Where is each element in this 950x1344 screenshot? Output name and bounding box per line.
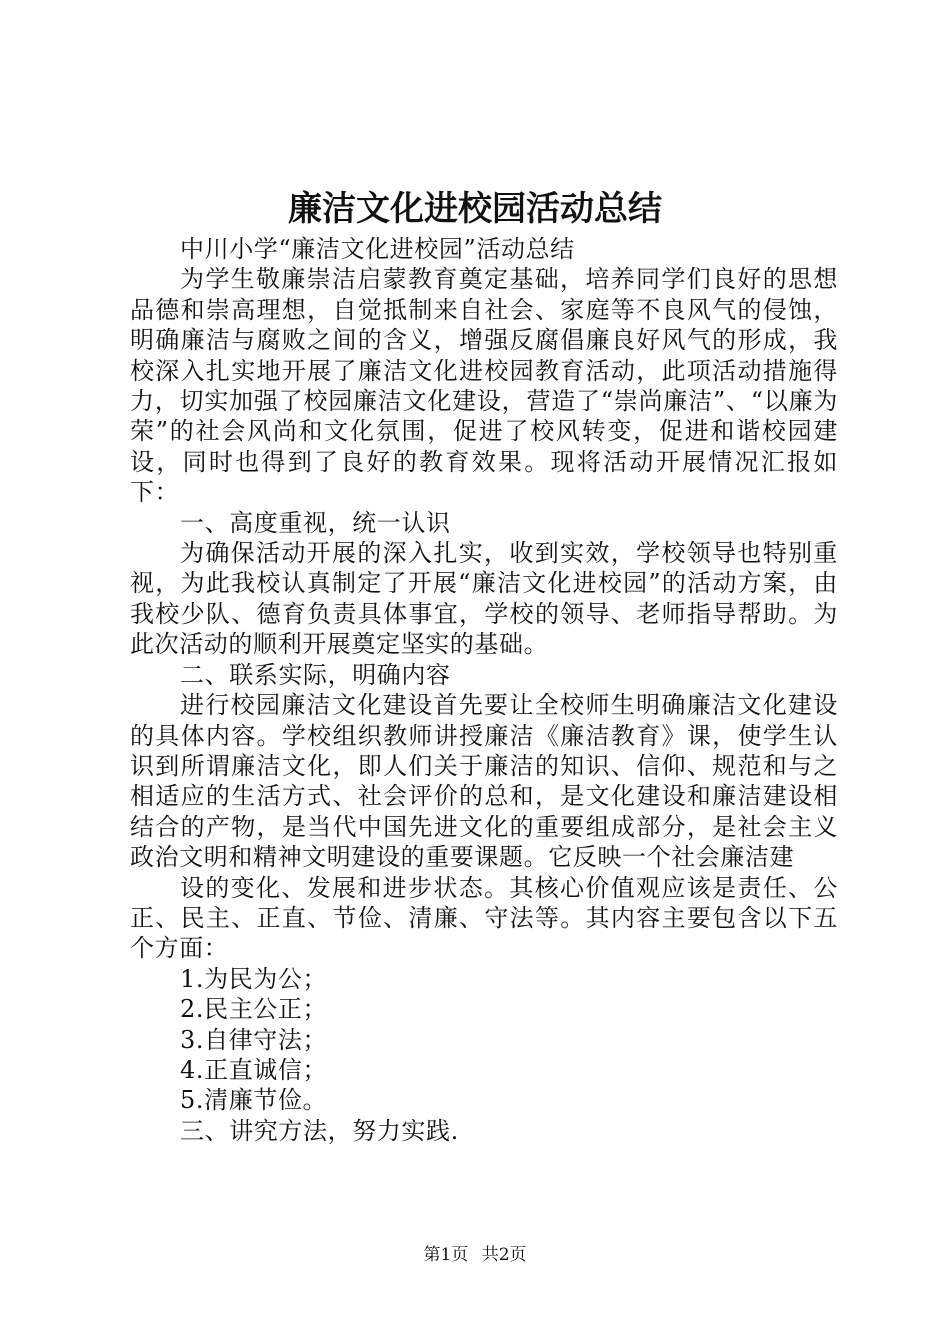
page-footer — [0, 1243, 950, 1267]
list-item: 1.为民为公； — [180, 964, 328, 993]
section-paragraph-2-continued: 设的变化、发展和进步状态。其核心价值观应该是责任、公正、民主、正直、节俭、清廉、守法等。其内容主要包含以下五个方面： — [130, 873, 838, 963]
page-number: 第1页 — [423, 1245, 469, 1265]
section-paragraph-1: 为确保活动开展的深入扎实，收到实效，学校领导也特别重视，为此我校认真制定了开展“廉洁文化进校园”的活动方案，由我校少队、德育负责具体事宜，学校的领导、老师指导帮助。为此次活动的顺利开展奠定坚实的基础。 — [130, 539, 838, 659]
section-heading-2: 二、联系实际，明确内容 — [180, 660, 451, 689]
subtitle-line: 中川小学“廉洁文化进校园”活动总结 — [180, 235, 575, 263]
list-item: 5.清廉节俭。 — [180, 1086, 328, 1115]
document-body — [130, 234, 838, 1146]
page-total: 共2页 — [481, 1245, 527, 1265]
section-heading-1: 一、高度重视，统一认识 — [180, 508, 451, 537]
list-item: 2.民主公正； — [180, 995, 328, 1024]
section-heading-3: 三、讲究方法，努力实践. — [180, 1116, 459, 1145]
list-item: 4.正直诚信； — [180, 1055, 328, 1084]
section-paragraph-2: 进行校园廉洁文化建设首先要让全校师生明确廉洁文化建设的具体内容。学校组织教师讲授廉洁《廉洁教育》课，使学生认识到所谓廉洁文化，即人们关于廉洁的知识、信仰、规范和与之相适应的生活方式、社会评价的总和，是文化建设和廉洁建设相结合的产物，是当代中国先进文化的重要组成部分，是社会主义政治文明和精神文明建设的重要课题。它反映一个社会廉洁建 — [130, 691, 838, 872]
list-item: 3.自律守法； — [180, 1025, 328, 1054]
intro-paragraph: 为学生敬廉崇洁启蒙教育奠定基础，培养同学们良好的思想品德和崇高理想，自觉抵制来自社会、家庭等不良风气的侵蚀，明确廉洁与腐败之间的含义，增强反腐倡廉良好风气的形成，我校深入扎实地开展了廉洁文化进校园教育活动，此项活动措施得力，切实加强了校园廉洁文化建设，营造了“崇尚廉洁”、“以廉为荣”的社会风尚和文化氛围，促进了校风转变，促进和谐校园建设，同时也得到了良好的教育效果。现将活动开展情况汇报如下： — [130, 265, 838, 507]
document-title: 廉洁文化进校园活动总结 — [288, 189, 662, 229]
